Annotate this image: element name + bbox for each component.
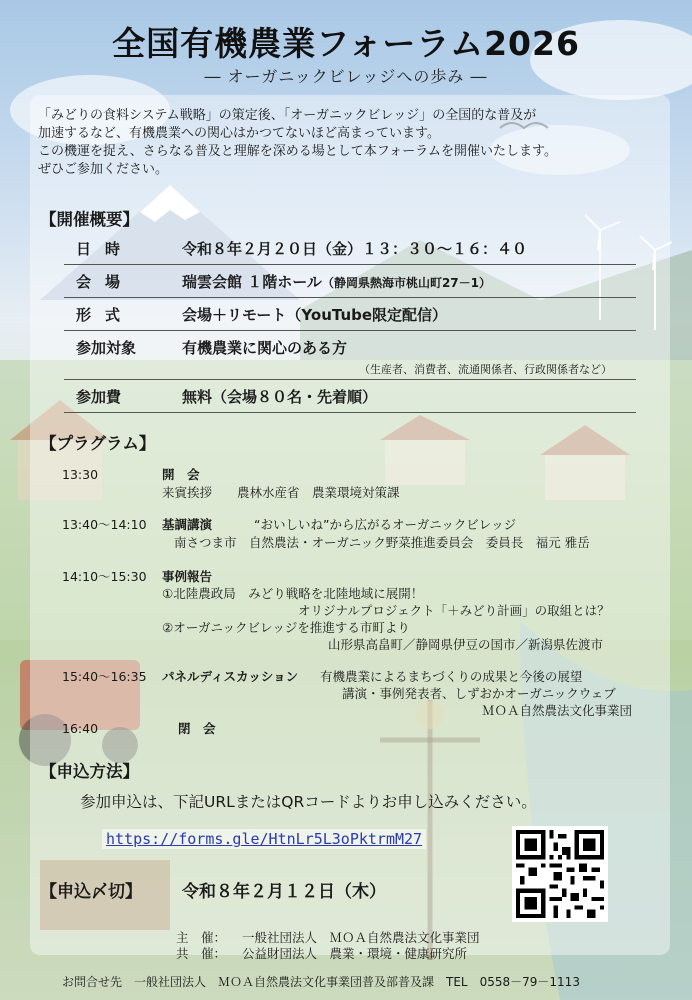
intro-line: 「みどりの食料システム戦略」の策定後、「オーガニックビレッジ」の全国的な普及が: [38, 108, 537, 123]
overview-label: 参加対象: [76, 339, 137, 357]
apply-instructions: 参加申込は、下記URLまたはQRコードよりお申し込みください。: [80, 793, 537, 811]
overview-value: 有機農業に関心のある方: [182, 339, 348, 357]
program-heading: 【プラグラム】: [40, 434, 156, 453]
organizer-cohost-label: 共 催：: [176, 946, 227, 961]
venue-address: （静岡県熱海市桃山町27－1）: [321, 276, 491, 290]
overview-label: 会場: [76, 273, 135, 291]
overview-row-fee: [64, 380, 636, 413]
organizer-cohost-name: 公益財団法人 農業・環境・健康研究所: [242, 946, 468, 961]
program-title: パネルディスカッション: [162, 669, 299, 684]
program-title: 閉 会: [178, 721, 216, 736]
program-title-extra: “おいしいね”から広がるオーガニックビレッジ: [254, 517, 517, 532]
overview-row-datetime: [64, 232, 636, 265]
program-line: オリジナルプロジェクト「＋みどり計画」の取組とは？: [298, 603, 610, 618]
intro-line: 加速するなど、有機農業への関心はかつてないほど高まっています。: [38, 126, 440, 141]
organizer-host-label: 主 催：: [176, 930, 227, 945]
overview-table: [64, 232, 636, 413]
program-line: ①北陸農政局 みどり戦略を北陸地域に展開！: [162, 586, 424, 601]
intro-line: この機運を捉え、さらなる普及と理解を深める場として本フォーラムを開催いたします。: [38, 144, 557, 159]
overview-row-audience: [64, 331, 636, 380]
overview-value: 会場＋リモート（YouTube限定配信）: [182, 306, 448, 324]
program-time: 15:40～16:35: [62, 669, 147, 684]
program-line: 来賓挨拶 農林水産省 農業環境対策課: [162, 485, 400, 500]
program-line: ＭＯＡ自然農法文化事業団: [482, 703, 633, 718]
deadline-heading: 【申込〆切】: [40, 882, 142, 902]
deadline-date: 令和８年２月１２日（木）: [182, 882, 386, 902]
program-line: 講演・事例発表者、しずおかオーガニックウェブ: [342, 686, 616, 701]
qr-code-graphic: [516, 830, 604, 918]
page-subtitle: ― オーガニックビレッジへの歩み ―: [204, 67, 488, 86]
contact-footer: お問合せ先 一般社団法人 ＭＯＡ自然農法文化事業団普及部普及課 TEL 0558－79－1113: [62, 975, 580, 989]
overview-value: [182, 271, 491, 292]
program-line: ②オーガニックビレッジを推進する市町より: [162, 620, 410, 635]
overview-value: 令和８年２月２０日（金）１３：３０～１６：４０: [182, 240, 528, 258]
program-line: 南さつま市 自然農法・オーガニック野菜推進委員会 委員長 福元 雅岳: [174, 535, 590, 550]
overview-label: 形式: [76, 306, 135, 324]
overview-note: （生産者、消費者、流通関係者、行政関係者など）: [359, 363, 612, 376]
intro-text: [38, 107, 658, 179]
program-line: 山形県高畠町／静岡県伊豆の国市／新潟県佐渡市: [328, 637, 604, 652]
overview-row-format: [64, 298, 636, 331]
program-time: 13:40～14:10: [62, 517, 147, 532]
overview-heading: 【開催概要】: [40, 210, 139, 229]
program-time: 13:30: [62, 467, 99, 482]
overview-value: 無料（会場８０名・先着順）: [182, 388, 378, 406]
program-time: 14:10～15:30: [62, 569, 147, 584]
overview-label: 日時: [76, 240, 135, 258]
application-form-link[interactable]: https://forms.gle/HtnLr5L3oPktrmM27: [102, 829, 426, 849]
program-title: 事例報告: [162, 569, 213, 584]
program-title: 基調講演: [162, 517, 213, 532]
intro-line: ぜひご参加ください。: [38, 162, 169, 177]
apply-heading: 【申込方法】: [40, 762, 139, 781]
organizer-cohost: [176, 944, 467, 962]
overview-row-venue: [64, 265, 636, 298]
organizer-host-name: 一般社団法人 ＭＯＡ自然農法文化事業団: [242, 930, 480, 945]
program-time: 16:40: [62, 721, 99, 736]
venue-name: 瑞雲会館 １階ホール: [182, 273, 322, 291]
qr-code[interactable]: [512, 826, 608, 922]
overview-label: 参加費: [76, 388, 122, 406]
program-title-extra: 有機農業によるまちづくりの成果と今後の展望: [320, 669, 583, 684]
program-title: 開 会: [162, 467, 200, 482]
page-title: 全国有機農業フォーラム2026: [112, 24, 580, 63]
